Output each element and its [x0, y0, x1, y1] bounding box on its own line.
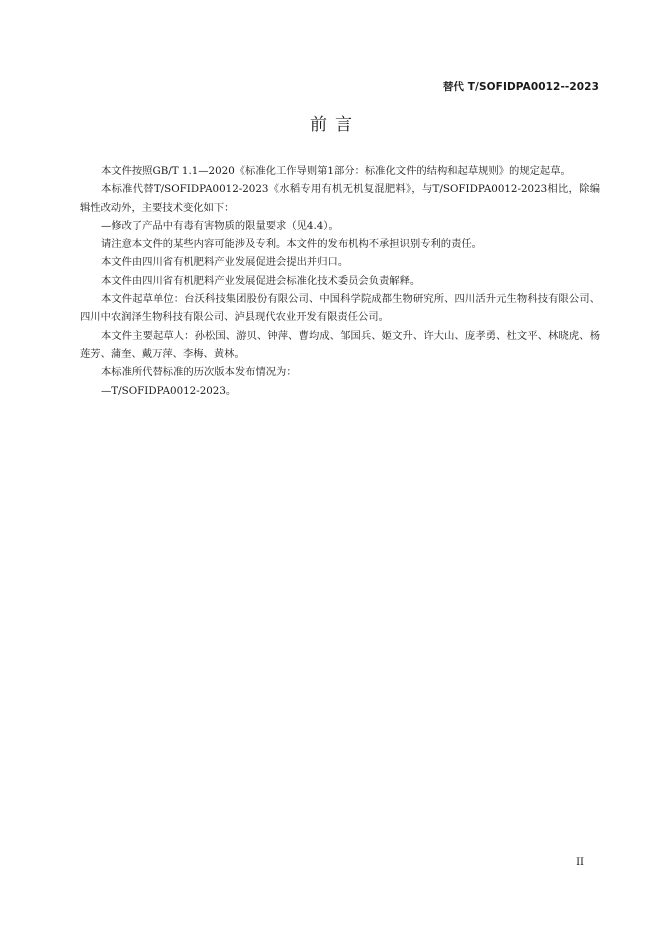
paragraph-replacement: 本标准代替T/SOFIDPA0012-2023《水稻专用有机无机复混肥料》，与T/SOFIDPA0012-2023相比，除编辑性改动外，主要技术变化如下： — [80, 183, 600, 214]
page-number: II — [576, 857, 584, 868]
paragraph-drafters: 本文件主要起草人：孙松国、游贝、钟萍、曹均成、邹国兵、姬文升、许大山、庞孝勇、杜文平、林晓虎、杨莲芳、蒲奎、戴万萍、李梅、黄林。 — [80, 329, 600, 360]
paragraph-proposer: 本文件由四川省有机肥料产业发展促进会提出并归口。 — [101, 256, 349, 269]
paragraph-history-intro: 本标准所代替标准的历次版本发布情况为： — [101, 366, 297, 379]
page-title: 前言 — [310, 115, 360, 135]
paragraph-interpreter: 本文件由四川省有机肥料产业发展促进会标准化技术委员会负责解释。 — [101, 274, 421, 287]
paragraph-drafting-units: 本文件起草单位：台沃科技集团股份有限公司、中国科学院成都生物研究所、四川活升元生物科技有限公司、四川中农润泽生物科技有限公司、泸县现代农业开发有限责任公司。 — [80, 293, 600, 324]
paragraph-basis: 本文件按照GB/T 1.1—2020《标准化工作导则第1部分：标准化文件的结构和起草规则》的规定起草。 — [101, 165, 571, 177]
paragraph-change-item: —修改了产品中有毒有害物质的限量要求（见4.4）。 — [101, 219, 339, 232]
paragraph-patent-notice: 请注意本文件的某些内容可能涉及专利。本文件的发布机构不承担识别专利的责任。 — [101, 238, 482, 251]
paragraph-history-item: —T/SOFIDPA0012-2023。 — [101, 384, 237, 397]
foreword-body — [80, 162, 600, 400]
standard-code: 替代 T/SOFIDPA0012--2023 — [442, 81, 599, 93]
